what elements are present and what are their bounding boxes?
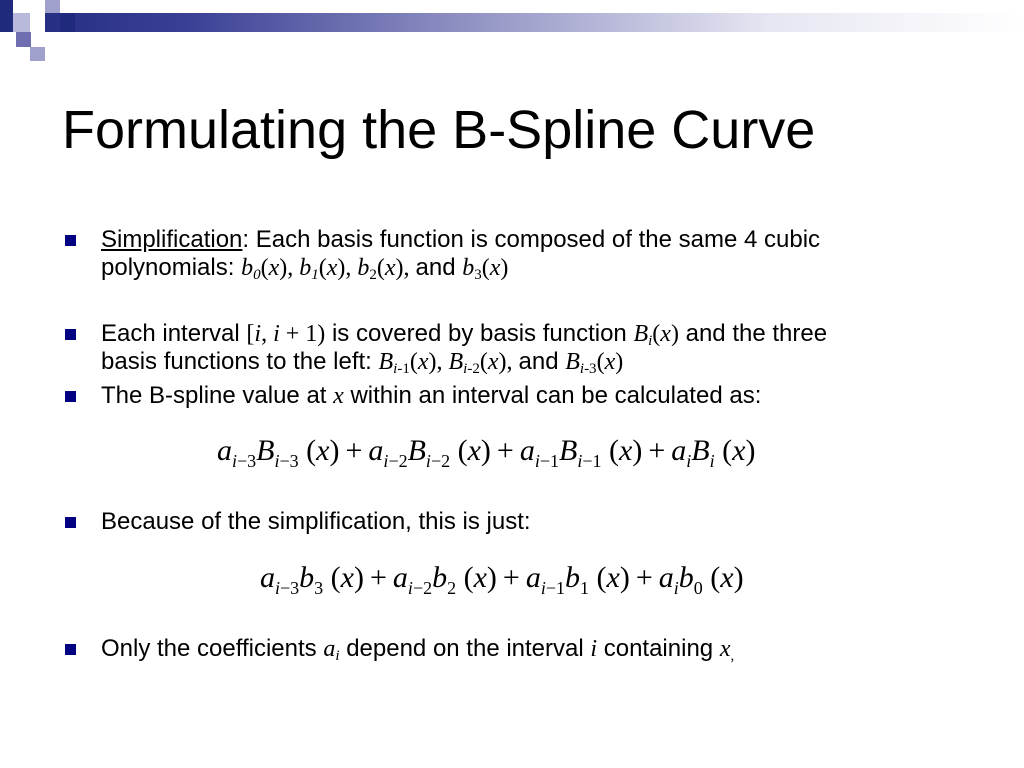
bullet-1-line-2: polynomials: $b_0(x)$, $b_1(x)$, $b_2(x)$, and $b_3(x)$ [101, 254, 509, 283]
bullet-marker [65, 329, 76, 340]
bullet-1-line-1 [101, 226, 820, 254]
bullet-2-text-a: Each interval [101, 320, 247, 347]
bullet-2-text-c: and the three [678, 320, 828, 347]
bullet-1-text: : Each basis function is composed of the same 4 cubic [242, 226, 821, 253]
equation-b-spline-sum: $a_{i-3}B_{i-3}$ $(x) + a_{i-2}B_{i-2}$ $(x) + a_{i-1}B_{i-1}$ $(x) + a_iB_i$ (x) [217, 434, 756, 471]
bullet-marker [65, 644, 76, 655]
bullet-4-line: Because of the simplification, this is just: [101, 508, 531, 535]
header-square [60, 13, 75, 32]
bullet-2-text-b: is covered by basis function [325, 320, 634, 347]
bullet-2-and: and [518, 348, 559, 375]
bullet-1-text-2: polynomials: [101, 254, 242, 281]
equation-simplified-sum: $a_{i-3}b_3$ $(x) + a_{i-2}b_2$ $(x) + a_{i-1}b_1$ $(x) + a_ib_0$ (x) [260, 561, 744, 598]
bullet-1-and: and [415, 254, 456, 281]
slide-title: Formulating the B-Spline Curve [62, 100, 816, 160]
header-square [16, 32, 31, 47]
bullet-3-text-b: within an interval can be calculated as: [343, 382, 762, 409]
bullet-2-line-1: Each interval [i, i + 1) is covered by basis function $B_i(x)$ and the three [101, 320, 828, 349]
bullet-3-line: The B-spline value at x within an interval can be calculated as: [101, 382, 762, 409]
bullet-5-text-c: containing [597, 635, 720, 662]
header-gradient-bar [0, 13, 1024, 32]
header-square [0, 0, 13, 13]
header-square [30, 13, 45, 32]
simplification-term: Simplification [101, 226, 243, 253]
bullet-5-line: Only the coefficients $a_i$ depend on the interval i containing $x_,$ [101, 635, 735, 664]
bullet-marker [65, 517, 76, 528]
bullet-3-text-a: The B-spline value at [101, 382, 334, 409]
bullet-2-line-2: basis functions to the left: $B_{i-1}(x)$, $B_{i-2}(x)$, and $B_{i-3}(x)$ [101, 348, 624, 377]
bullet-5-text-a: Only the coefficients [101, 635, 324, 662]
header-square [30, 47, 45, 61]
bullet-marker [65, 391, 76, 402]
header-square [13, 13, 30, 32]
bullet-2-text-2: basis functions to the left: [101, 348, 379, 375]
bullet-marker [65, 235, 76, 246]
header-square [45, 0, 60, 13]
bullet-5-text-b: depend on the interval [346, 635, 591, 662]
